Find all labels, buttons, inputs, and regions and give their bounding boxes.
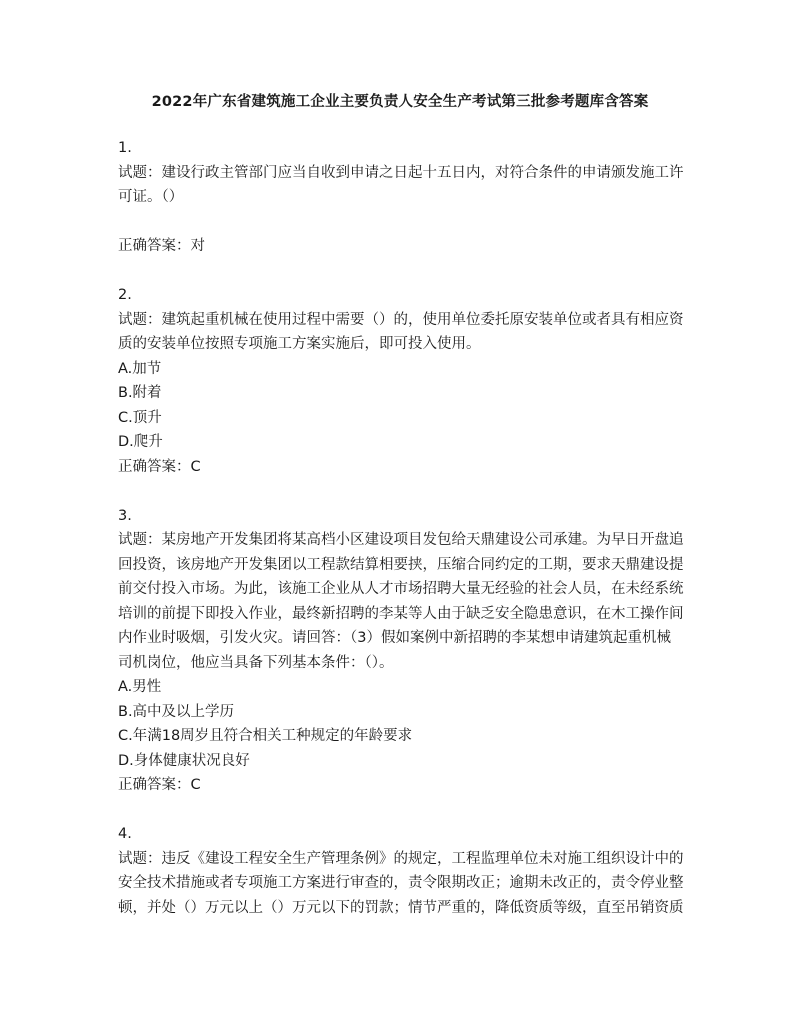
option-d: D.身体健康状况良好 (118, 752, 250, 769)
question-stem-line: 前交付投入市场。为此，该施工企业从人才市场招聘大量无经验的社会人员，在未经系统 (118, 581, 684, 597)
question-1 (118, 136, 693, 259)
question-list (118, 136, 693, 945)
question-stem-line: 试题：建设行政主管部门应当自收到申请之日起十五日内，对符合条件的申请颁发施工许 (118, 164, 684, 181)
option-c: C.顶升 (118, 409, 162, 426)
question-stem-line: 安全技术措施或者专项施工方案进行审查的，责令限期改正；逾期未改正的，责令停业整 (118, 875, 684, 891)
question-stem-line: 试题：违反《建设工程安全生产管理条例》的规定，工程监理单位未对施工组织设计中的 (118, 850, 684, 867)
question-stem-line: 试题：某房地产开发集团将某高档小区建设项目发包给天鼎建设公司承建。为早日开盘追 (118, 532, 684, 548)
option-a: A.男性 (118, 679, 162, 695)
question-stem-line: 顿，并处（）万元以上（）万元以下的罚款；情节严重的，降低资质等级，直至吊销资质 (118, 899, 684, 916)
option-b: B.高中及以上学历 (118, 703, 235, 720)
blank-line (118, 210, 693, 235)
question-number: 4. (118, 826, 132, 842)
correct-answer: 正确答案：C (118, 458, 201, 475)
question-stem-line: 司机岗位，他应当具备下列基本条件：（）。 (118, 654, 394, 671)
question-number: 3. (118, 507, 132, 524)
question-3 (118, 504, 693, 798)
document-title: 2022年广东省建筑施工企业主要负责人安全生产考试第三批参考题库含答案 (151, 94, 649, 110)
question-2 (118, 283, 693, 479)
option-b: B.附着 (118, 385, 162, 401)
option-c: C.年满18周岁且符合相关工种规定的年龄要求 (118, 728, 413, 744)
question-stem-line: 培训的前提下即投入作业，最终新招聘的李某等人由于缺乏安全隐患意识，在木工操作间 (118, 605, 684, 622)
question-4 (118, 822, 693, 920)
option-d: D.爬升 (118, 434, 163, 450)
question-number: 1. (118, 140, 132, 156)
correct-answer: 正确答案：C (118, 777, 201, 793)
question-stem-line: 回投资，该房地产开发集团以工程款结算相要挟，压缩合同约定的工期，要求天鼎建设提 (118, 556, 684, 573)
question-number: 2. (118, 287, 132, 303)
question-stem-line: 可证。（） (118, 189, 184, 205)
correct-answer: 正确答案：对 (118, 238, 205, 254)
question-stem-line: 内作业时吸烟，引发火灾。请回答：（3）假如案例中新招聘的李某想申请建筑起重机械 (118, 630, 671, 646)
question-stem-line: 质的安装单位按照专项施工方案实施后，即可投入使用。 (118, 336, 481, 352)
option-a: A.加节 (118, 360, 162, 377)
question-stem-line: 试题：建筑起重机械在使用过程中需要（）的，使用单位委托原安装单位或者具有相应资 (118, 311, 684, 328)
